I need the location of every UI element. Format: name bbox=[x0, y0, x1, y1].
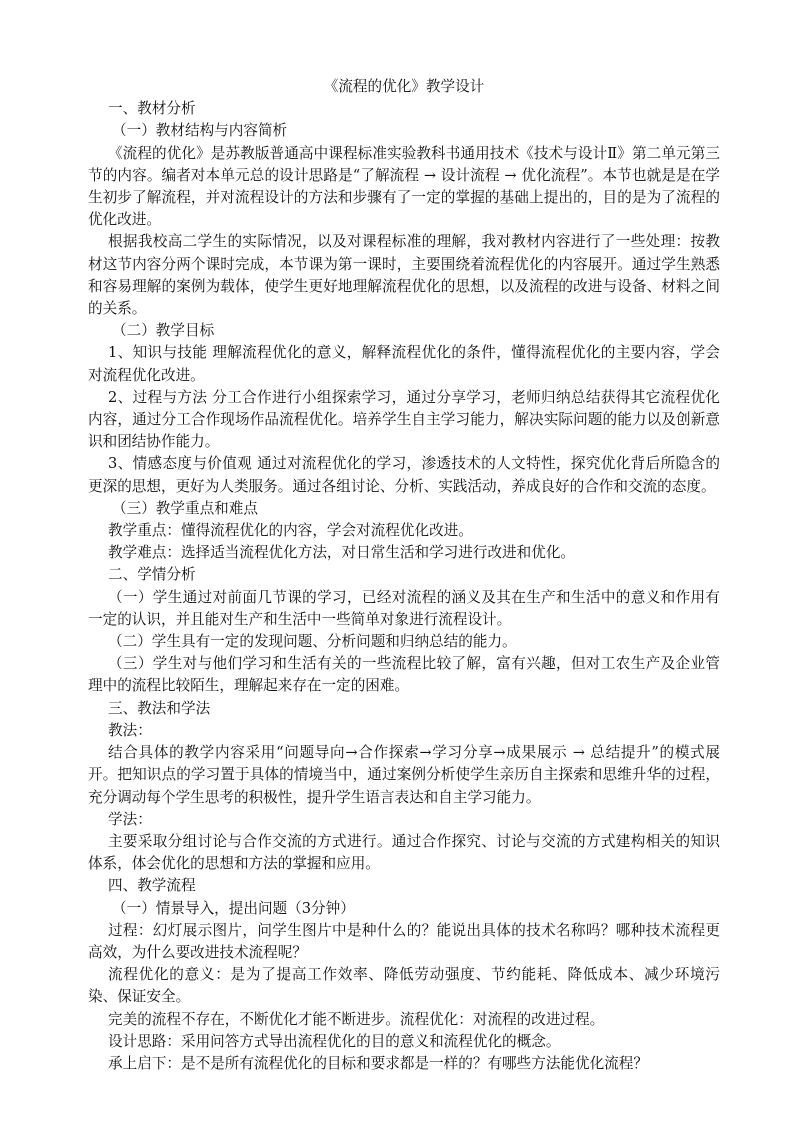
paragraph: 设计思路：采用问答方式导出流程优化的目的意义和流程优化的概念。 bbox=[108, 1032, 561, 1050]
paragraph: 流程优化的意义：是为了提高工作效率、降低劳动强度、节约能耗、降低成本、减少环境污染、保证安全。 bbox=[88, 966, 720, 1006]
paragraph: 2、过程与方法 分工合作进行小组探索学习，通过分享学习，老师归纳总结获得其它流程优化内容，通过分工合作现场作品流程优化。培养学生自主学习能力，解决实际问题的能力以及创新意识和团结协作能力。 bbox=[88, 388, 720, 451]
paragraph: 3、情感态度与价值观 通过对流程优化的学习，渗透技术的人文特性，探究优化背后所隐含的更深的思想，更好为人类服务。通过各组讨论、分析、实践活动，养成良好的合作和交流的态度。 bbox=[88, 455, 720, 495]
section-heading: 四、教学流程 bbox=[108, 877, 196, 895]
paragraph: 承上启下：是不是所有流程优化的目标和要求都是一样的？有哪些方法能优化流程？ bbox=[108, 1054, 648, 1072]
paragraph: 完美的流程不存在，不断优化才能不断进步。流程优化：对流程的改进过程。 bbox=[108, 1010, 605, 1028]
paragraph: （三）学生对与他们学习和生活有关的一些流程比较了解，富有兴趣，但对工农生产及企业管理中的流程比较陌生，理解起来存在一定的困难。 bbox=[88, 655, 720, 695]
paragraph: 学法： bbox=[108, 810, 152, 828]
section-heading: 二、学情分析 bbox=[108, 566, 196, 584]
paragraph: 过程：幻灯展示图片，问学生图片中是种什么的？能说出具体的技术名称吗？哪种技术流程更高效，为什么要改进技术流程呢？ bbox=[88, 921, 720, 961]
paragraph: （二）学生具有一定的发现问题、分析问题和归纳总结的能力。 bbox=[108, 633, 517, 651]
document-title: 《流程的优化》教学设计 bbox=[323, 78, 485, 95]
subsection-heading: （二）教学目标 bbox=[112, 322, 215, 340]
paragraph: （一）学生通过对前面几节课的学习，已经对流程的涵义及其在生产和生活中的意义和作用有一定的认识，并且能对生产和生活中一些简单对象进行流程设计。 bbox=[88, 588, 720, 628]
paragraph: 教法： bbox=[108, 721, 152, 739]
paragraph: 根据我校高二学生的实际情况，以及对课程标准的理解，我对教材内容进行了一些处理：按教材这节内容分两个课时完成，本节课为第一课时，主要围绕着流程优化的内容展开。通过学生熟悉和容易理解的案例为载体，使学生更好地理解流程优化的思想，以及流程的改进与设备、材料之间的关系。 bbox=[88, 233, 720, 318]
paragraph: 结合具体的教学内容采用“问题导向→合作探索→学习分享→成果展示 → 总结提升”的模式展开。把知识点的学习置于具体的情境当中，通过案例分析使学生亲历自主探索和思维升华的过程，充分调动每个学生思考的积极性，提升学生语言表达和自主学习能力。 bbox=[88, 744, 720, 806]
document-body bbox=[88, 98, 720, 1075]
paragraph: 教学难点：选择适当流程优化方法，对日常生活和学习进行改进和优化。 bbox=[108, 544, 576, 562]
paragraph: 1、知识与技能 理解流程优化的意义，解释流程优化的条件，懂得流程优化的主要内容，学会对流程优化改进。 bbox=[88, 344, 720, 384]
paragraph: 教学重点：懂得流程优化的内容，学会对流程优化改进。 bbox=[108, 522, 473, 540]
subsection-heading: （一）情景导入，提出问题（3分钟） bbox=[112, 899, 355, 917]
section-heading: 三、教法和学法 bbox=[108, 699, 211, 717]
paragraph: 主要采取分组讨论与合作交流的方式进行。通过合作探究、讨论与交流的方式建构相关的知识体系，体会优化的思想和方法的掌握和应用。 bbox=[88, 832, 720, 873]
subsection-heading: （一）教材结构与内容简析 bbox=[112, 122, 288, 140]
document-page bbox=[88, 76, 720, 1075]
section-heading: 一、教材分析 bbox=[108, 100, 196, 118]
subsection-heading: （三）教学重点和难点 bbox=[112, 499, 258, 517]
paragraph: 《流程的优化》是苏教版普通高中课程标准实验教科书通用技术《技术与设计Ⅱ》第二单元第三节的内容。编者对本单元总的设计思路是“了解流程 → 设计流程 → 优化流程”。本节也就是是在学生初步了解流程，并对流程设计的方法和步骤有了一定的掌握的基础上提出的，目的是为了流程的优化改进。 bbox=[88, 144, 720, 229]
